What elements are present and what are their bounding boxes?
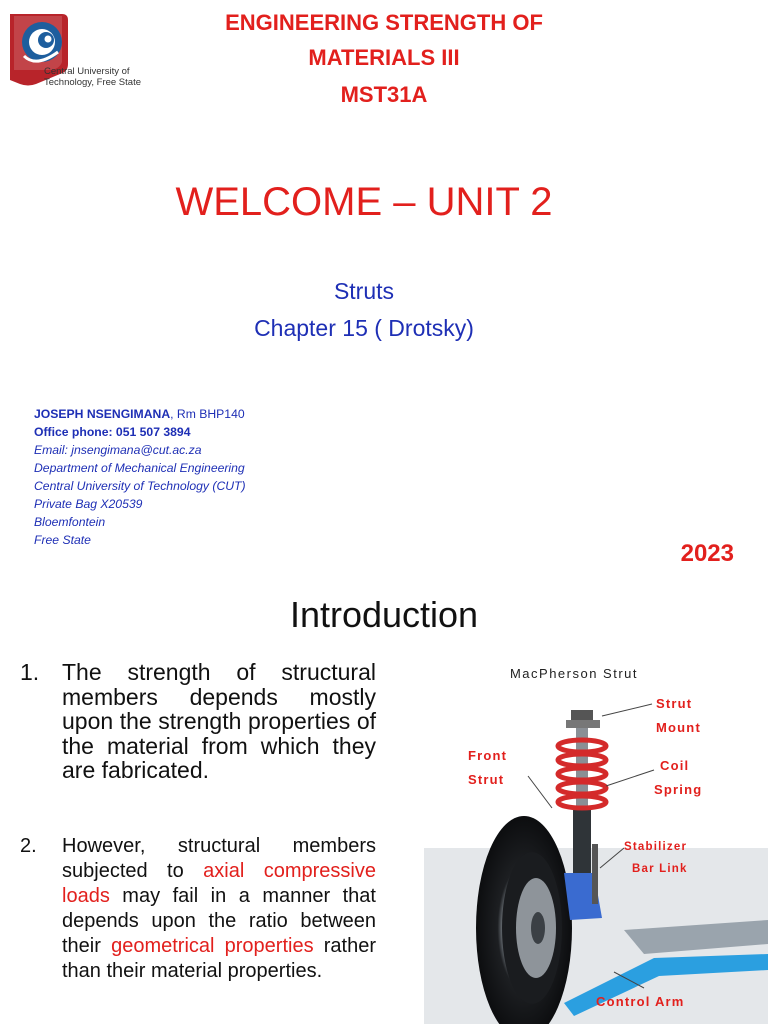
label-control-arm: Control Arm	[596, 994, 685, 1009]
lecturer-name: JOSEPH NSENGIMANA	[34, 407, 171, 421]
list-item-text: The strength of structural members depends mostly upon the strength properties of the material from which they are fabricated.	[62, 659, 376, 783]
label-front-strut: Strut	[468, 772, 505, 787]
highlight-axial: axial compressive loads	[62, 860, 376, 907]
logo-text-line2: Technology, Free State	[44, 77, 141, 88]
email: Email: jnsengimana@cut.ac.za	[34, 443, 202, 457]
introduction-slide	[0, 584, 768, 1024]
label-strut-mount: Mount	[656, 720, 701, 735]
university: Central University of Technology (CUT)	[34, 479, 246, 493]
course-code: MST31A	[340, 82, 428, 107]
contact-block	[34, 405, 246, 549]
label-strut-mount: Strut	[656, 696, 693, 711]
stabilizer-link-icon	[592, 844, 598, 904]
department: Department of Mechanical Engineering	[34, 461, 245, 475]
lecturer-room: , Rm BHP140	[170, 407, 245, 421]
text-part: may fail in a manner that depends upon the ratio between their	[62, 885, 376, 957]
list-item-text	[62, 834, 376, 984]
label-front-strut: Front	[468, 748, 508, 763]
list-item	[20, 660, 376, 783]
figure-title: MacPherson Strut	[509, 666, 639, 681]
city: Bloemfontein	[34, 515, 106, 529]
list-item	[20, 834, 376, 984]
chapter-subtitle: Chapter 15 ( Drotsky)	[254, 315, 474, 341]
label-coil-spring: Coil	[660, 758, 690, 773]
office-phone: Office phone: 051 507 3894	[34, 425, 191, 439]
label-coil-spring: Spring	[654, 782, 703, 797]
year: 2023	[680, 540, 734, 567]
text-part: However, structural members subjected to	[62, 835, 376, 882]
list-number: 1.	[20, 659, 40, 685]
text-part: rather than their material properties.	[62, 935, 376, 982]
logo-text-line1: Central University of	[44, 66, 130, 77]
label-stabilizer: Stabilizer	[624, 841, 688, 853]
highlight-geometrical: geometrical properties	[111, 935, 314, 957]
intro-title: Introduction	[289, 594, 479, 635]
list-number: 2.	[20, 835, 37, 857]
province: Free State	[34, 533, 91, 547]
private-bag: Private Bag X20539	[34, 497, 143, 511]
welcome-heading: WELCOME – UNIT 2	[175, 180, 553, 224]
course-title-line2: MATERIALS III	[308, 45, 460, 70]
course-title-line1: ENGINEERING STRENGTH OF	[225, 10, 543, 35]
macpherson-strut-figure	[424, 658, 768, 1024]
label-stabilizer: Bar Link	[632, 863, 688, 875]
topic-subtitle: Struts	[333, 278, 395, 304]
